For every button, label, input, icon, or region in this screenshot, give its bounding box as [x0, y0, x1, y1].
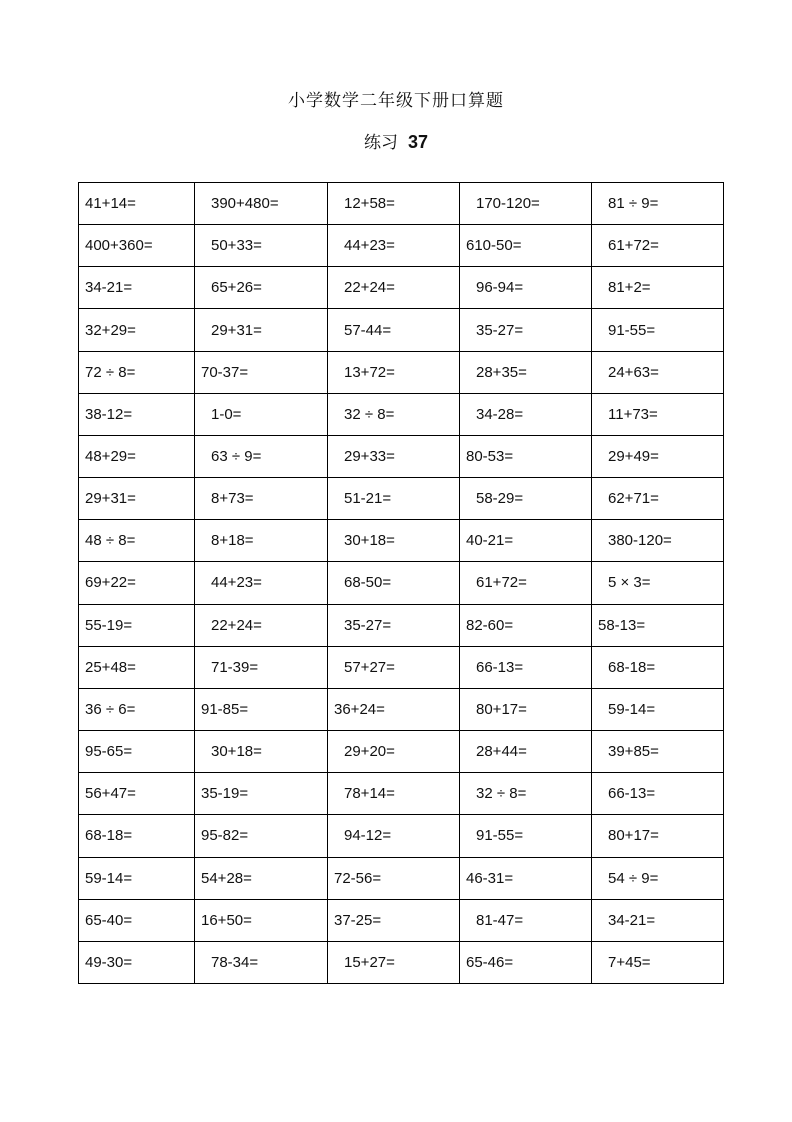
- problem-cell: 15+27=: [328, 941, 460, 983]
- problem-cell: 62+71=: [592, 478, 724, 520]
- problem-cell: 12+58=: [328, 183, 460, 225]
- table-row: [79, 351, 724, 393]
- problem-cell: 22+24=: [195, 604, 328, 646]
- problem-cell: 32+29=: [79, 309, 195, 351]
- problem-cell: 30+18=: [195, 731, 328, 773]
- problem-cell: 65-40=: [79, 899, 195, 941]
- problem-cell: 61+72=: [460, 562, 592, 604]
- problem-cell: 25+48=: [79, 646, 195, 688]
- exercise-number: 37: [407, 132, 429, 152]
- table-row: [79, 309, 724, 351]
- problem-cell: 65+26=: [195, 267, 328, 309]
- problem-cell: 91-55=: [460, 815, 592, 857]
- table-row: [79, 773, 724, 815]
- problem-cell: 40-21=: [460, 520, 592, 562]
- problem-cell: 50+33=: [195, 225, 328, 267]
- problem-cell: 34-21=: [79, 267, 195, 309]
- problem-cell: 48+29=: [79, 435, 195, 477]
- table-row: [79, 857, 724, 899]
- problem-cell: 34-28=: [460, 393, 592, 435]
- problem-cell: 72 ÷ 8=: [79, 351, 195, 393]
- arithmetic-table: [78, 182, 724, 984]
- table-row: [79, 731, 724, 773]
- problem-cell: 81 ÷ 9=: [592, 183, 724, 225]
- problem-cell: 29+33=: [328, 435, 460, 477]
- problem-cell: 44+23=: [195, 562, 328, 604]
- problem-cell: 82-60=: [460, 604, 592, 646]
- problem-cell: 5 × 3=: [592, 562, 724, 604]
- problem-cell: 95-65=: [79, 731, 195, 773]
- problem-cell: 96-94=: [460, 267, 592, 309]
- problem-cell: 16+50=: [195, 899, 328, 941]
- problem-cell: 36+24=: [328, 688, 460, 730]
- exercise-label: 练习: [363, 133, 398, 153]
- problem-cell: 13+72=: [328, 351, 460, 393]
- problem-cell: 49-30=: [79, 941, 195, 983]
- problem-cell: 68-18=: [79, 815, 195, 857]
- problem-cell: 59-14=: [592, 688, 724, 730]
- problem-cell: 63 ÷ 9=: [195, 435, 328, 477]
- problem-cell: 68-50=: [328, 562, 460, 604]
- problem-cell: 80+17=: [460, 688, 592, 730]
- table-row: [79, 815, 724, 857]
- problem-cell: 36 ÷ 6=: [79, 688, 195, 730]
- problem-cell: 91-55=: [592, 309, 724, 351]
- problem-cell: 55-19=: [79, 604, 195, 646]
- table-row: [79, 604, 724, 646]
- table-row: [79, 478, 724, 520]
- problem-cell: 38-12=: [79, 393, 195, 435]
- problem-cell: 44+23=: [328, 225, 460, 267]
- problem-cell: 54+28=: [195, 857, 328, 899]
- table-row: [79, 520, 724, 562]
- problem-cell: 48 ÷ 8=: [79, 520, 195, 562]
- problem-cell: 170-120=: [460, 183, 592, 225]
- problem-cell: 37-25=: [328, 899, 460, 941]
- problem-cell: 91-85=: [195, 688, 328, 730]
- problem-cell: 57-44=: [328, 309, 460, 351]
- problem-cell: 32 ÷ 8=: [328, 393, 460, 435]
- problem-cell: 32 ÷ 8=: [460, 773, 592, 815]
- problem-cell: 28+44=: [460, 731, 592, 773]
- problem-cell: 54 ÷ 9=: [592, 857, 724, 899]
- problem-cell: 66-13=: [592, 773, 724, 815]
- problem-cell: 7+45=: [592, 941, 724, 983]
- problem-cell: 34-21=: [592, 899, 724, 941]
- problem-cell: 71-39=: [195, 646, 328, 688]
- problem-cell: 22+24=: [328, 267, 460, 309]
- problem-cell: 46-31=: [460, 857, 592, 899]
- table-row: [79, 393, 724, 435]
- problem-cell: 28+35=: [460, 351, 592, 393]
- problem-cell: 35-27=: [328, 604, 460, 646]
- table-row: [79, 688, 724, 730]
- problem-cell: 400+360=: [79, 225, 195, 267]
- problem-cell: 69+22=: [79, 562, 195, 604]
- problem-cell: 94-12=: [328, 815, 460, 857]
- problem-cell: 78-34=: [195, 941, 328, 983]
- problem-cell: 39+85=: [592, 731, 724, 773]
- problem-cell: 41+14=: [79, 183, 195, 225]
- problem-cell: 29+31=: [195, 309, 328, 351]
- problem-cell: 70-37=: [195, 351, 328, 393]
- problem-cell: 80+17=: [592, 815, 724, 857]
- problem-cell: 8+18=: [195, 520, 328, 562]
- problem-cell: 57+27=: [328, 646, 460, 688]
- problem-cell: 95-82=: [195, 815, 328, 857]
- table-row: [79, 562, 724, 604]
- problem-cell: 81+2=: [592, 267, 724, 309]
- problem-cell: 30+18=: [328, 520, 460, 562]
- problem-cell: 59-14=: [79, 857, 195, 899]
- problem-cell: 72-56=: [328, 857, 460, 899]
- table-row: [79, 646, 724, 688]
- problem-cell: 65-46=: [460, 941, 592, 983]
- problem-cell: 1-0=: [195, 393, 328, 435]
- table-row: [79, 435, 724, 477]
- problem-cell: 29+20=: [328, 731, 460, 773]
- table-row: [79, 183, 724, 225]
- problem-cell: 390+480=: [195, 183, 328, 225]
- problem-cell: 11+73=: [592, 393, 724, 435]
- problem-cell: 58-13=: [592, 604, 724, 646]
- exercise-heading: [0, 128, 792, 153]
- problem-cell: 58-29=: [460, 478, 592, 520]
- problem-cell: 29+31=: [79, 478, 195, 520]
- problem-cell: 78+14=: [328, 773, 460, 815]
- problem-cell: 68-18=: [592, 646, 724, 688]
- problem-cell: 61+72=: [592, 225, 724, 267]
- problem-cell: 610-50=: [460, 225, 592, 267]
- table-row: [79, 899, 724, 941]
- problem-cell: 35-19=: [195, 773, 328, 815]
- problem-cell: 66-13=: [460, 646, 592, 688]
- table-row: [79, 267, 724, 309]
- problem-cell: 24+63=: [592, 351, 724, 393]
- problem-cell: 51-21=: [328, 478, 460, 520]
- problem-cell: 29+49=: [592, 435, 724, 477]
- problem-cell: 380-120=: [592, 520, 724, 562]
- table-row: [79, 941, 724, 983]
- page-title: 小学数学二年级下册口算题: [288, 91, 504, 111]
- table-row: [79, 225, 724, 267]
- problem-cell: 56+47=: [79, 773, 195, 815]
- problem-cell: 35-27=: [460, 309, 592, 351]
- problem-cell: 8+73=: [195, 478, 328, 520]
- problem-cell: 81-47=: [460, 899, 592, 941]
- problem-cell: 80-53=: [460, 435, 592, 477]
